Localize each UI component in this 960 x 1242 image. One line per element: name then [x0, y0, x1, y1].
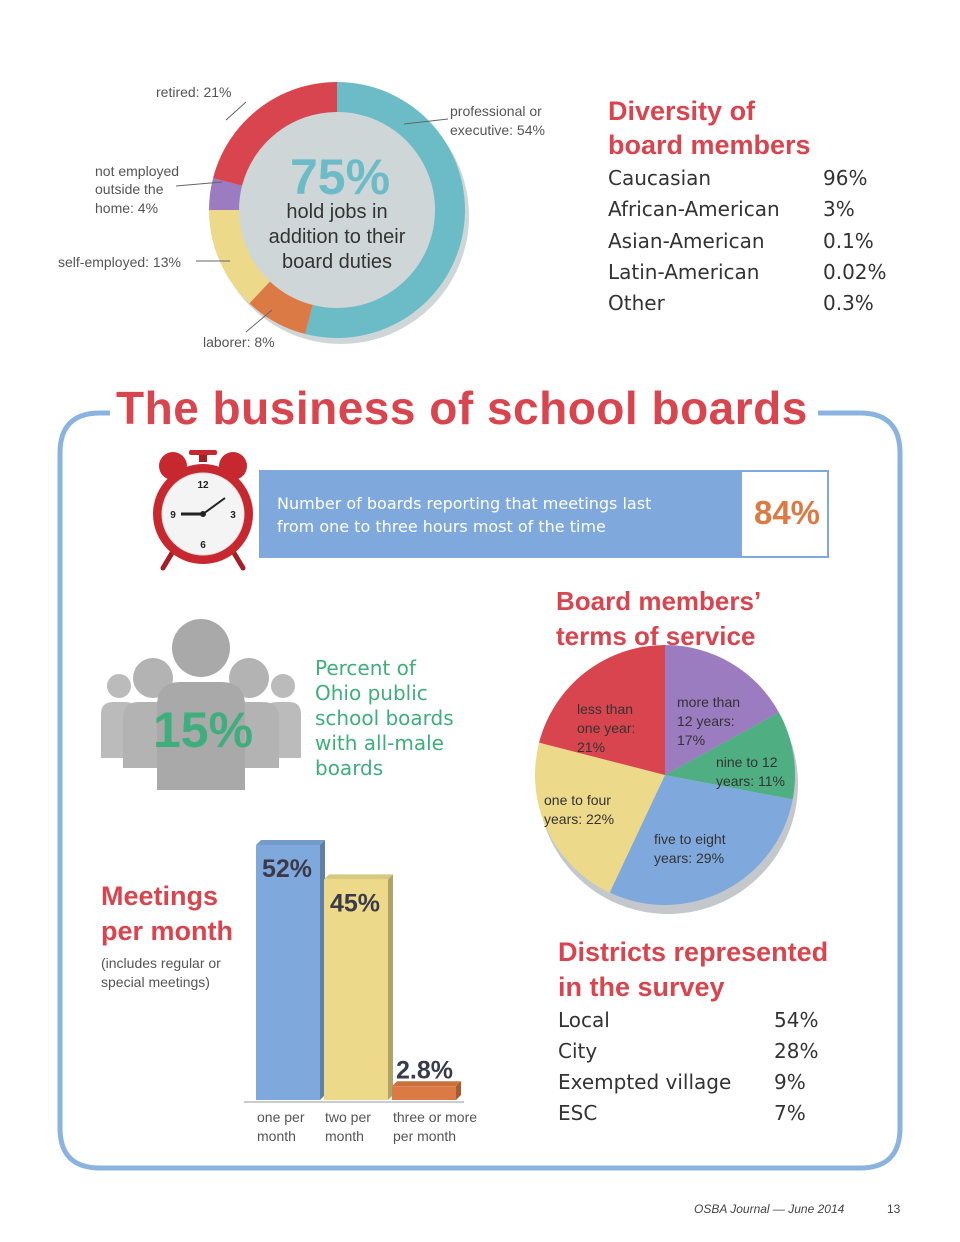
- alarm-clock-icon: [145, 448, 261, 572]
- diversity-row: [608, 291, 665, 315]
- diversity-label: Caucasian: [608, 166, 712, 190]
- diversity-row: [608, 260, 759, 284]
- donut-label-not-employed-2: outside the: [95, 181, 164, 197]
- meeting-length-text-line-2: from one to three hours most of the time: [277, 517, 606, 536]
- all-male-caption-line: school boards: [315, 706, 454, 730]
- bar-category-label: three or more per month: [393, 1109, 478, 1144]
- bar-side-face: [388, 874, 393, 1100]
- meeting-length-box: [259, 470, 829, 558]
- district-value: 28%: [774, 1039, 819, 1063]
- diversity-value: 3%: [823, 197, 855, 221]
- meetings-title: [101, 879, 233, 949]
- diversity-value: 0.02%: [823, 260, 887, 284]
- all-male-value: 15%: [152, 702, 254, 758]
- donut-label-professional-1: professional or: [450, 103, 542, 119]
- districts-title-line-1: Districts represented: [558, 937, 829, 967]
- bar-top-face: [256, 840, 325, 845]
- district-label: Local: [558, 1008, 610, 1032]
- terms-title: [556, 584, 761, 654]
- meetings-note-line-1: (includes regular or: [101, 955, 221, 971]
- district-value: 54%: [774, 1008, 819, 1032]
- meeting-length-text-line-1: Number of boards reporting that meetings last: [277, 494, 652, 513]
- section-title: The business of school boards: [116, 382, 808, 434]
- donut-label-professional-2: executive: 54%: [450, 122, 545, 138]
- diversity-label: Other: [608, 291, 665, 315]
- all-male-caption-line: Ohio public: [315, 681, 428, 705]
- bar-top-face: [324, 874, 393, 879]
- footer-page-number: 13: [887, 1202, 901, 1216]
- people-group-icon: [97, 618, 307, 793]
- donut-label-not-employed-1: not employed: [95, 163, 180, 179]
- diversity-title-line-1: Diversity of: [608, 96, 756, 126]
- svg-text:9: 9: [170, 510, 176, 521]
- leader-line-retired: [226, 102, 246, 120]
- bar-three-or-more-per-month: [392, 1086, 456, 1100]
- diversity-title: [608, 94, 811, 162]
- terms-title-line-2: terms of service: [556, 621, 756, 651]
- svg-text:3: 3: [230, 510, 236, 521]
- bar-category-label: one per month: [257, 1109, 305, 1144]
- diversity-row: [608, 229, 765, 253]
- district-label: ESC: [558, 1101, 598, 1125]
- district-value: 9%: [774, 1070, 806, 1094]
- diversity-label: African-American: [608, 197, 780, 221]
- district-value: 7%: [774, 1101, 806, 1125]
- districts-title: [558, 935, 828, 1005]
- occupation-donut-chart: [0, 0, 600, 360]
- bar-one-per-month: [256, 845, 320, 1100]
- donut-label-not-employed-3: home: 4%: [95, 200, 159, 216]
- all-male-caption-line: Percent of: [315, 656, 416, 680]
- diversity-value: 0.3%: [823, 291, 874, 315]
- district-label: Exempted village: [558, 1070, 732, 1094]
- meeting-length-text: [277, 492, 651, 538]
- meetings-title-line-1: Meetings: [101, 881, 219, 911]
- svg-text:6: 6: [200, 540, 206, 551]
- all-male-caption-line: boards: [315, 756, 384, 780]
- terms-title-line-1: Board members’: [556, 586, 762, 616]
- districts-title-line-2: in the survey: [558, 972, 725, 1002]
- terms-slice-label: more than 12 years: 17%: [677, 694, 741, 748]
- donut-center-line-1: hold jobs in: [286, 201, 388, 223]
- all-male-caption: [315, 656, 454, 781]
- meetings-title-line-2: per month: [101, 916, 233, 946]
- terms-slice-label: nine to 12 years: 11%: [716, 754, 785, 789]
- terms-slice-label: five to eight years: 29%: [654, 831, 726, 866]
- diversity-value: 0.1%: [823, 229, 874, 253]
- diversity-title-line-2: board members: [608, 130, 811, 160]
- diversity-row: [608, 166, 711, 190]
- bar-value-label: 52%: [262, 855, 313, 883]
- diversity-label: Latin-American: [608, 260, 760, 284]
- donut-center-value: 75%: [289, 149, 391, 205]
- donut-label-retired: retired: 21%: [156, 84, 232, 100]
- svg-text:12: 12: [197, 480, 209, 491]
- bar-value-label: 2.8%: [396, 1056, 453, 1085]
- meeting-length-value: 84%: [753, 494, 821, 531]
- donut-label-self-employed: self-employed: 13%: [58, 254, 181, 270]
- all-male-caption-line: with all-male: [315, 731, 444, 755]
- donut-center-line-3: board duties: [281, 251, 393, 273]
- terms-pie-chart: [520, 645, 810, 925]
- diversity-value: 96%: [823, 166, 868, 190]
- meetings-note: [101, 954, 221, 992]
- meetings-note-line-2: special meetings): [101, 974, 210, 990]
- district-label: City: [558, 1039, 598, 1063]
- terms-slice-label: less than one year: 21%: [577, 701, 636, 755]
- donut-label-laborer: laborer: 8%: [203, 334, 275, 350]
- bar-category-label: two per month: [325, 1109, 371, 1144]
- footer-journal: OSBA Journal — June 2014: [694, 1202, 845, 1216]
- bar-value-label: 45%: [330, 889, 381, 918]
- terms-slice-label: one to four years: 22%: [544, 792, 615, 827]
- meetings-bar-chart: [240, 835, 520, 1150]
- diversity-label: Asian-American: [608, 229, 765, 253]
- diversity-row: [608, 197, 780, 221]
- donut-center-line-2: addition to their: [268, 226, 406, 248]
